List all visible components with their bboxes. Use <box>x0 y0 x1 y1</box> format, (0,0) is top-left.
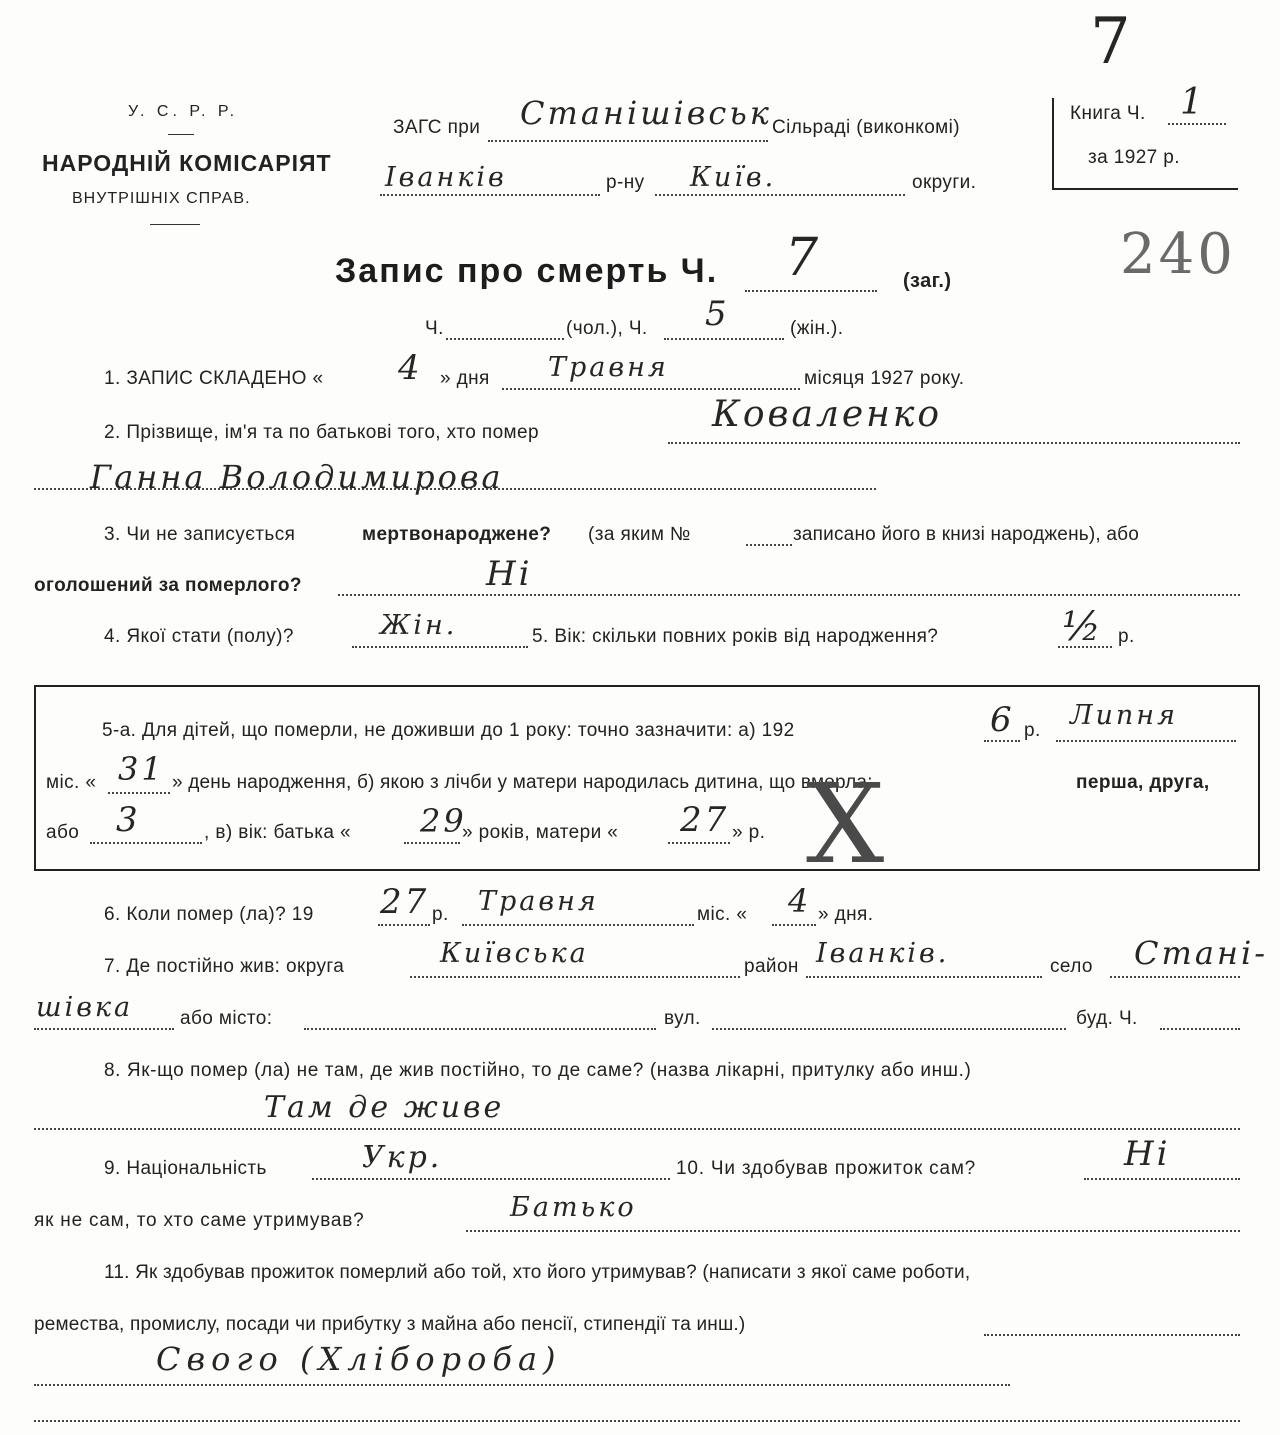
item3-answer-handwritten: Ні <box>486 554 533 594</box>
item5a-order-handwritten: 3 <box>116 800 141 840</box>
item8-answer-line <box>34 1128 1240 1130</box>
item5a-year-unit: р. <box>1024 720 1041 741</box>
item5a-father-handwritten: 29 <box>420 802 467 840</box>
item4-answer-line <box>352 646 528 648</box>
item7-bud-label: буд. Ч. <box>1076 1008 1138 1029</box>
header-divider <box>168 134 194 135</box>
item11-line1: 11. Як здобував прожиток померлий або той, хто його утримував? (написати з якої саме роботи, <box>104 1262 971 1283</box>
item5a-mother-handwritten: 27 <box>680 800 730 840</box>
item10-answer-handwritten: Ні <box>1124 1134 1171 1174</box>
record-title-suffix: (заг.) <box>903 270 952 292</box>
zags-okruha-line <box>655 194 905 196</box>
item7-selo-cont-line <box>34 1028 174 1030</box>
item10b-label: як не сам, то хто саме утримував? <box>34 1210 365 1231</box>
item6-day-handwritten: 4 <box>788 882 812 920</box>
item7-raion-line <box>806 976 1042 978</box>
item4-answer-handwritten: Жін. <box>380 610 458 641</box>
item5a-line3c: » р. <box>732 822 766 843</box>
item6-month-line <box>462 924 694 926</box>
item6-suffix: » дня. <box>818 904 874 925</box>
male-count-label: (чол.), Ч. <box>566 318 648 339</box>
item11-answer-line <box>34 1384 1010 1386</box>
zags-village-line <box>488 140 768 142</box>
item9-answer-handwritten: Укр. <box>362 1140 443 1175</box>
item2-surname-handwritten: Коваленко <box>712 394 943 435</box>
item6-day-line <box>772 924 816 926</box>
female-count-line <box>664 338 784 340</box>
item1-month-handwritten: Травня <box>548 352 669 383</box>
item3-number-line <box>746 544 792 546</box>
item5-age-line <box>1058 646 1112 648</box>
item7-raion-handwritten: Іванків. <box>816 938 950 969</box>
item11-line2: ремества, промислу, посади чи прибутку з майна або пенсії, стипендії та инш.) <box>34 1314 746 1335</box>
item7-selo-handwritten: Стані- <box>1134 934 1269 972</box>
item11-line2-fill <box>984 1334 1240 1336</box>
item5-age-handwritten: ½ <box>1062 604 1104 650</box>
zags-district-label: р-ну <box>606 172 645 193</box>
item9-label: 9. Національність <box>104 1158 267 1179</box>
item5a-year-handwritten: 6 <box>990 700 1015 740</box>
item3-line1c: записано його в книзі народжень), або <box>793 524 1139 545</box>
zags-okruha-label: округи. <box>912 172 977 193</box>
item5-age-unit: р. <box>1118 626 1135 647</box>
item3-line1a: 3. Чи не записується <box>104 524 296 545</box>
book-number-line <box>1168 123 1226 125</box>
corner-mark-handwritten: 7 <box>1090 5 1134 79</box>
item7-selo-line <box>1110 976 1240 978</box>
item7-okruha-line <box>410 976 740 978</box>
female-count-handwritten: 5 <box>705 294 730 334</box>
item7-label: 7. Де постійно жив: округа <box>104 956 345 977</box>
item7-selo-cont-handwritten: шівка <box>36 992 134 1023</box>
item2-name-handwritten: Ганна Володимирова <box>90 458 504 496</box>
item5a-first-second: перша, друга, <box>1076 772 1210 793</box>
item1-mid: » дня <box>440 368 490 389</box>
male-count-line <box>446 338 564 340</box>
zags-district-line <box>380 194 600 196</box>
item2-name-line <box>34 488 876 490</box>
item7-vul-line <box>712 1028 1066 1030</box>
item5a-order-line <box>90 842 202 844</box>
item10b-answer-handwritten: Батько <box>510 1192 637 1223</box>
female-count-label: (жін.). <box>790 318 844 339</box>
item3-stillborn: мертвонароджене? <box>362 524 552 545</box>
item4-label: 4. Якої стати (полу)? <box>104 626 294 647</box>
item8-label: 8. Як-що помер (ла) не там, де жив постійно, то де саме? (назва лікарні, притулку або инш.) <box>104 1060 972 1081</box>
item7-misto-label: або місто: <box>180 1008 273 1029</box>
item2-surname-line <box>668 442 1240 444</box>
record-number-handwritten: 7 <box>785 228 822 288</box>
item5a-father-line <box>404 842 460 844</box>
book-label: Книга Ч. <box>1070 103 1146 124</box>
item7-raion-label: район <box>744 956 799 977</box>
item7-misto-line <box>304 1028 656 1030</box>
item5a-day-line <box>108 792 170 794</box>
zags-district-handwritten: Іванків <box>385 162 507 193</box>
margin-number-handwritten: 240 <box>1120 222 1236 287</box>
item7-selo-label: село <box>1050 956 1093 977</box>
item5a-cross-mark-handwritten: X <box>806 760 885 888</box>
item7-vul-label: вул. <box>664 1008 701 1029</box>
item6-label: 6. Коли помер (ла)? 19 <box>104 904 314 925</box>
item11-answer-handwritten: Свого (Хлібороба) <box>156 1340 562 1378</box>
item10b-answer-line <box>466 1230 1240 1232</box>
item5a-line1: 5-а. Для дітей, що померли, не доживши до 1 року: точно зазначити: а) 192 <box>102 720 795 741</box>
book-box-border <box>1052 98 1054 190</box>
record-number-line <box>745 290 877 292</box>
item11-extra-line <box>34 1420 1240 1422</box>
item9-answer-line <box>312 1178 670 1180</box>
item8-answer-handwritten: Там де живе <box>264 1090 505 1125</box>
book-box-border-bottom <box>1052 188 1238 190</box>
item6-year-line <box>378 924 430 926</box>
book-number-handwritten: 1 <box>1180 82 1206 123</box>
department-label: ВНУТРІШНІХ СПРАВ. <box>72 190 251 207</box>
zags-okruha-handwritten: Київ. <box>690 162 777 193</box>
item1-prefix: 1. ЗАПИС СКЛАДЕНО « <box>104 368 324 389</box>
item5a-line3a: , в) вік: батька « <box>204 822 351 843</box>
commissariat-label: НАРОДНІЙ КОМІСАРІЯТ <box>42 150 332 176</box>
item1-suffix: місяця 1927 року. <box>804 368 965 389</box>
item6-year-unit: р. <box>432 904 449 925</box>
item5-label: 5. Вік: скільки повних років від народження? <box>532 626 939 647</box>
zags-prefix: ЗАГС при <box>393 117 481 138</box>
item3-line1b: (за яким № <box>588 524 691 545</box>
zags-village-handwritten: Станішівськ <box>520 94 772 132</box>
item7-okruha-handwritten: Київська <box>440 938 589 969</box>
item1-month-line <box>502 388 800 390</box>
republic-label: У. С. Р. Р. <box>128 103 239 120</box>
item10-answer-line <box>1084 1178 1240 1180</box>
item6-mis: міс. « <box>697 904 748 925</box>
item5a-mother-line <box>668 842 730 844</box>
item5a-year-line <box>984 740 1020 742</box>
zags-council: Сільраді (виконкомі) <box>772 117 960 138</box>
item5a-month-line <box>1056 740 1236 742</box>
book-year: за 1927 р. <box>1088 147 1180 168</box>
item5a-abo: або <box>46 822 80 843</box>
item1-day-handwritten: 4 <box>398 348 423 388</box>
item10-label: 10. Чи здобував прожиток сам? <box>676 1158 977 1179</box>
item5a-day-handwritten: 31 <box>118 750 165 788</box>
item5a-mis: міс. « <box>46 772 97 793</box>
item5a-line2: » день народження, б) якою з лічби у матери народилась дитина, що вмерла: <box>172 772 873 793</box>
item3-answer-line <box>338 594 1240 596</box>
item3-declared-dead: оголошений за померлого? <box>34 575 302 596</box>
header-divider-bottom <box>150 224 200 225</box>
item6-year-handwritten: 27 <box>380 882 430 922</box>
record-title: Запис про смерть Ч. <box>335 252 719 290</box>
count-label: Ч. <box>425 318 444 339</box>
item7-bud-line <box>1160 1028 1240 1030</box>
item6-month-handwritten: Травня <box>478 886 599 917</box>
item2-label: 2. Прізвище, ім'я та по батькові того, хто помер <box>104 422 539 443</box>
item5a-line3b: » років, матери « <box>462 822 619 843</box>
item5a-month-handwritten: Липня <box>1070 700 1178 731</box>
